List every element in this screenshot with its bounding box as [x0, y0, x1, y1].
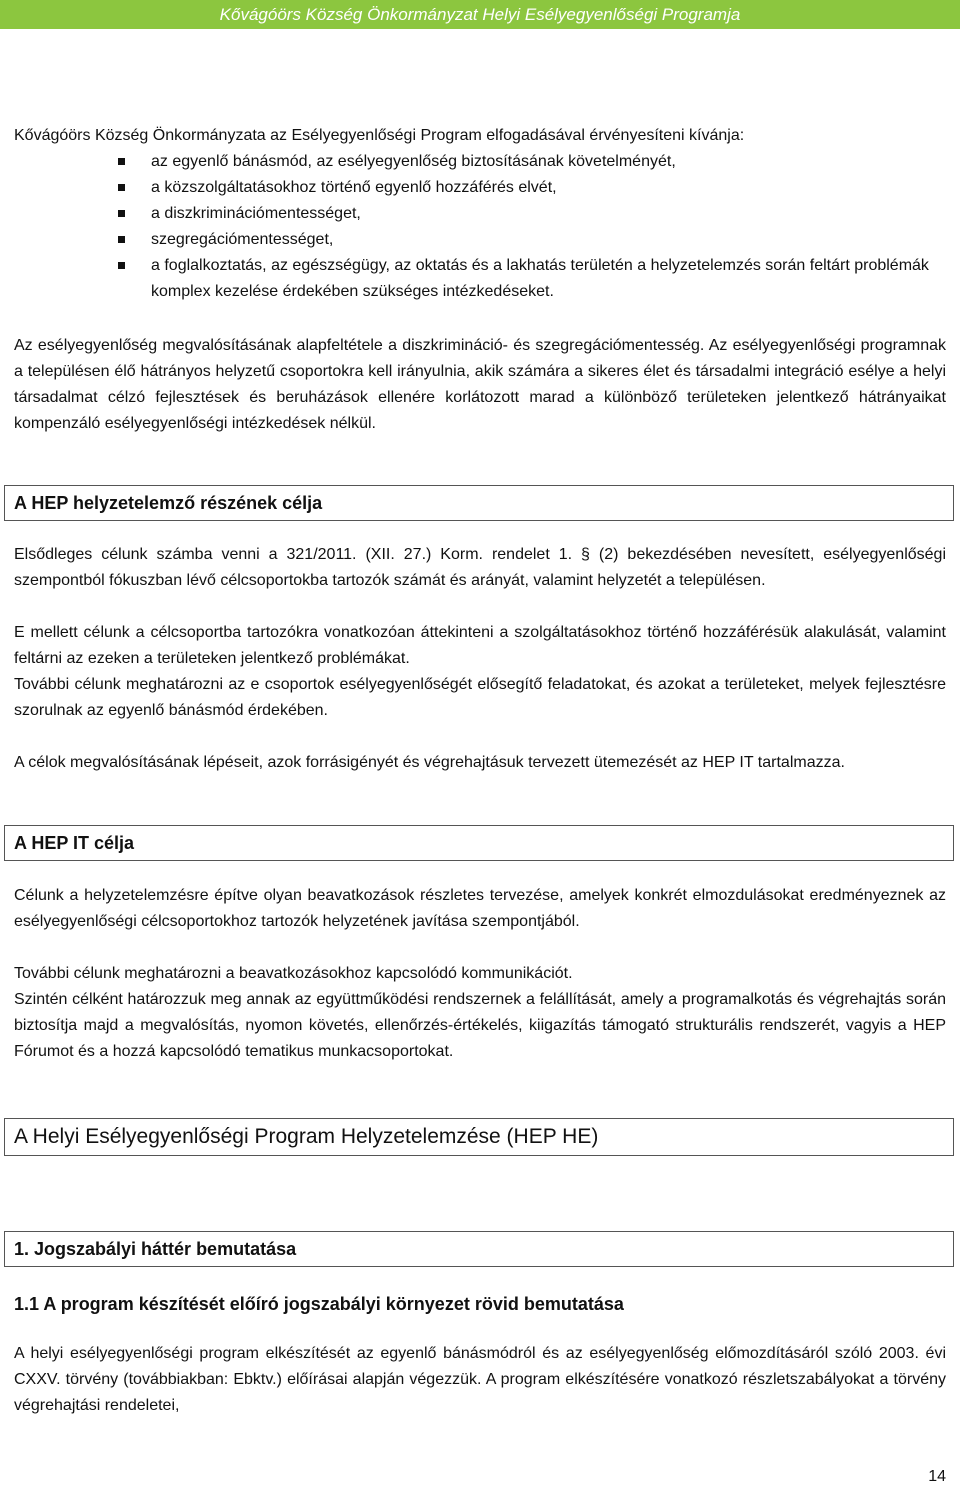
- list-item: a közszolgáltatásokhoz történő egyenlő hozzáférés elvét,: [14, 175, 946, 201]
- paragraph-it-goal-1: Célunk a helyzetelemzésre építve olyan beavatkozások részletes tervezése, amelyek konkrét elmozdulásokat eredményeznek az esélyegyenlőségi célcsoportokhoz tartozók helyzetének javítása szempontjából.: [14, 887, 946, 930]
- list-item: szegregációmentességet,: [14, 227, 946, 253]
- paragraph-hep-goal-2: E mellett célunk a célcsoportba tartozókra vonatkozóan áttekinteni a szolgáltatásokhoz történő hozzáférésük alakulását, valamint feltárni az ezeken a területeken jelentkező problémákat.: [14, 624, 946, 667]
- paragraph-equal-opportunity: Az esélyegyenlőség megvalósításának alapfeltétele a diszkrimináció- és szegregációmentesség. Az esélyegyenlőségi programnak a településen élő hátrányos helyzetű csoportokra kell irányulnia, akik számára a sikeres élet és társadalmi integráció esélye a helyi társadalmat célzó fejlesztések és beruházások ellenére korlátozott marad a különböző területeken jelentkező hátrányaikat kompenzáló esélyegyenlőségi intézkedések nélkül.: [14, 337, 946, 432]
- list-item: a diszkriminációmentességet,: [14, 201, 946, 227]
- list-item: az egyenlő bánásmód, az esélyegyenlőség biztosításának követelményét,: [14, 149, 946, 175]
- heading-hep-it-goal: A HEP IT célja: [4, 825, 954, 861]
- paragraph-hep-goal-1: Elsődleges célunk számba venni a 321/2011. (XII. 27.) Korm. rendelet 1. § (2) bekezdésében nevesített, esélyegyenlőségi szempontból fókuszban lévő célcsoportokba tartozók számát és arányát, valamint helyzetét a településen.: [14, 546, 946, 589]
- page-number: 14: [928, 1468, 946, 1485]
- heading-hep-analysis-goal: A HEP helyzetelemző részének célja: [4, 485, 954, 521]
- square-bullet-icon: [118, 210, 125, 217]
- square-bullet-icon: [118, 236, 125, 243]
- paragraph-it-goal-2: További célunk meghatározni a beavatkozásokhoz kapcsolódó kommunikációt.: [14, 965, 573, 982]
- list-item: a foglalkoztatás, az egészségügy, az oktatás és a lakhatás területén a helyzetelemzés során feltárt problémák komplex kezelése érdekében szükséges intézkedéseket.: [14, 253, 946, 305]
- intro-line: Kővágóörs Község Önkormányzata az Esélyegyenlőségi Program elfogadásával érvényesíteni kívánja:: [14, 127, 745, 144]
- paragraph-it-goal-3: Szintén célként határozzuk meg annak az együttműködési rendszernek a felállítását, amely a programalkotás és végrehajtás során biztosítja majd a megvalósítás, nyomon követés, ellenőrzés-értékelés, kiigazítás támogató strukturális rendszerét, vagyis a HEP Fórumot és a hozzá kapcsolódó tematikus munkacsoportokat.: [14, 991, 946, 1060]
- heading-section-1-1: 1.1 A program készítését előíró jogszabályi környezet rövid bemutatása: [14, 1294, 624, 1314]
- paragraph-section-1-1: A helyi esélyegyenlőségi program elkészítését az egyenlő bánásmódról és az esélyegyenlőség előmozdításáról szóló 2003. évi CXXV. törvény (továbbiakban: Ebktv.) előírásai alapján végezzük. A program elkészítésére vonatkozó részletszabályokat a törvény végrehajtási rendeletei,: [14, 1345, 946, 1414]
- square-bullet-icon: [118, 158, 125, 165]
- square-bullet-icon: [118, 184, 125, 191]
- heading-legal-background: 1. Jogszabályi háttér bemutatása: [4, 1231, 954, 1267]
- heading-hep-he: A Helyi Esélyegyenlőségi Program Helyzetelemzése (HEP HE): [4, 1118, 954, 1156]
- paragraph-hep-goal-3: További célunk meghatározni az e csoportok esélyegyenlőségét elősegítő feladatokat, és azokat a területeket, melyek fejlesztésre szorulnak az egyenlő bánásmód érdekében.: [14, 676, 946, 719]
- running-header: Kővágóörs Község Önkormányzat Helyi Esélyegyenlőségi Programja: [219, 5, 741, 24]
- goal-bullet-list: [14, 149, 946, 305]
- paragraph-hep-goal-4: A célok megvalósításának lépéseit, azok forrásigényét és végrehajtásuk tervezett ütemezését az HEP IT tartalmazza.: [14, 754, 845, 771]
- square-bullet-icon: [118, 262, 125, 269]
